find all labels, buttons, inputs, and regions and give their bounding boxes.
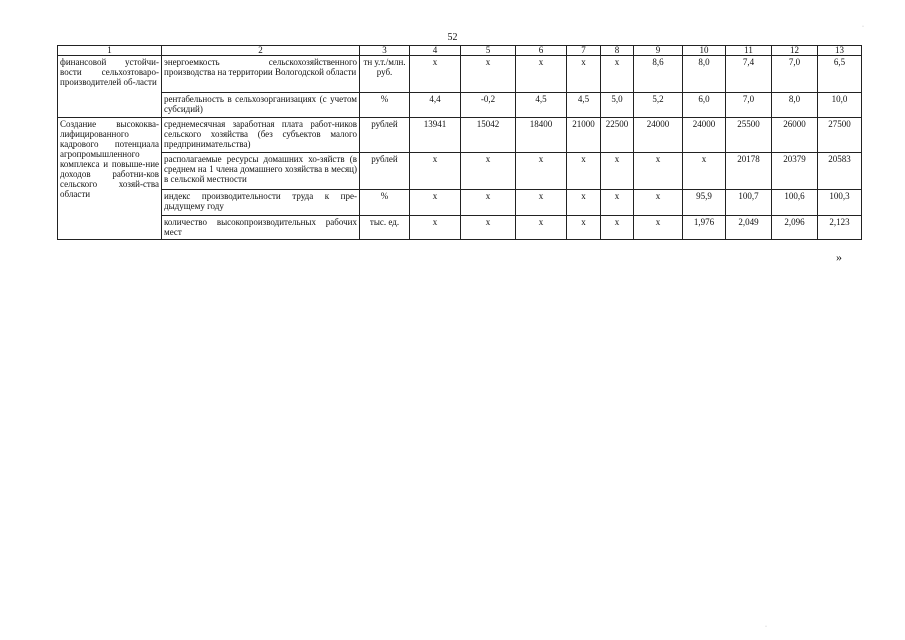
value-cell: 6,5 bbox=[818, 56, 862, 93]
indicator-cell: количество высокопроизводительных рабочих мест bbox=[162, 216, 360, 240]
header-cell: 9 bbox=[634, 46, 683, 56]
indicator-cell: энергоемкость сельскохозяйственного производства на территории Вологодской области bbox=[162, 56, 360, 93]
unit-cell: тн у.т./млн. руб. bbox=[360, 56, 410, 93]
table-row bbox=[58, 216, 862, 240]
value-cell: х bbox=[601, 190, 634, 216]
value-cell: 7,4 bbox=[726, 56, 772, 93]
value-cell: 2,049 bbox=[726, 216, 772, 240]
value-cell: 13941 bbox=[410, 118, 461, 153]
value-cell: 22500 bbox=[601, 118, 634, 153]
header-cell: 13 bbox=[818, 46, 862, 56]
value-cell: х bbox=[634, 190, 683, 216]
value-cell: 2,123 bbox=[818, 216, 862, 240]
value-cell: 8,6 bbox=[634, 56, 683, 93]
value-cell: 2,096 bbox=[772, 216, 818, 240]
value-cell: 4,5 bbox=[516, 93, 567, 118]
header-cell: 2 bbox=[162, 46, 360, 56]
table-row bbox=[58, 56, 862, 93]
value-cell: х bbox=[567, 190, 601, 216]
value-cell: х bbox=[634, 153, 683, 190]
value-cell: х bbox=[410, 190, 461, 216]
unit-cell: % bbox=[360, 93, 410, 118]
header-cell: 5 bbox=[461, 46, 516, 56]
value-cell: х bbox=[461, 190, 516, 216]
value-cell: х bbox=[516, 153, 567, 190]
table-row bbox=[58, 190, 862, 216]
value-cell: х bbox=[461, 56, 516, 93]
value-cell: х bbox=[516, 216, 567, 240]
task-cell: финансовой устойчи-вости сельхозтоваро-производителей об-ласти bbox=[58, 56, 162, 118]
closing-quote-mark: » bbox=[836, 250, 842, 264]
unit-cell: тыс. ед. bbox=[360, 216, 410, 240]
task-cell: Создание высококва-лифицированного кадрового потенциала агропромышленного комплекса и повыше-ние доходов работни-ков сельского хозяй-ства области bbox=[58, 118, 162, 240]
value-cell: х bbox=[601, 216, 634, 240]
value-cell: х bbox=[410, 56, 461, 93]
value-cell: х bbox=[601, 153, 634, 190]
header-cell: 11 bbox=[726, 46, 772, 56]
page-number: 52 bbox=[447, 32, 458, 43]
scan-mark: · bbox=[862, 24, 864, 30]
value-cell: 8,0 bbox=[683, 56, 726, 93]
header-cell: 8 bbox=[601, 46, 634, 56]
value-cell: 24000 bbox=[683, 118, 726, 153]
value-cell: х bbox=[516, 190, 567, 216]
value-cell: 100,6 bbox=[772, 190, 818, 216]
header-row bbox=[58, 46, 862, 56]
unit-cell: % bbox=[360, 190, 410, 216]
value-cell: х bbox=[634, 216, 683, 240]
value-cell: х bbox=[567, 153, 601, 190]
value-cell: х bbox=[516, 56, 567, 93]
value-cell: 24000 bbox=[634, 118, 683, 153]
value-cell: 20178 bbox=[726, 153, 772, 190]
value-cell: х bbox=[410, 153, 461, 190]
header-cell: 4 bbox=[410, 46, 461, 56]
table-row bbox=[58, 153, 862, 190]
value-cell: 15042 bbox=[461, 118, 516, 153]
unit-cell: рублей bbox=[360, 153, 410, 190]
indicator-cell: среднемесячная заработная плата работ-ников сельского хозяйства (без субъектов малого предпринимательства) bbox=[162, 118, 360, 153]
value-cell: 18400 bbox=[516, 118, 567, 153]
indicators-table bbox=[57, 45, 862, 240]
value-cell: 1,976 bbox=[683, 216, 726, 240]
value-cell: 95,9 bbox=[683, 190, 726, 216]
value-cell: х bbox=[683, 153, 726, 190]
unit-cell: рублей bbox=[360, 118, 410, 153]
header-cell: 6 bbox=[516, 46, 567, 56]
value-cell: 26000 bbox=[772, 118, 818, 153]
indicator-cell: индекс производительности труда к пре-дыдущему году bbox=[162, 190, 360, 216]
value-cell: 4,4 bbox=[410, 93, 461, 118]
value-cell: 20583 bbox=[818, 153, 862, 190]
value-cell: 100,7 bbox=[726, 190, 772, 216]
value-cell: 8,0 bbox=[772, 93, 818, 118]
value-cell: 5,0 bbox=[601, 93, 634, 118]
value-cell: х bbox=[601, 56, 634, 93]
value-cell: 27500 bbox=[818, 118, 862, 153]
value-cell: 20379 bbox=[772, 153, 818, 190]
value-cell: 6,0 bbox=[683, 93, 726, 118]
value-cell: 7,0 bbox=[726, 93, 772, 118]
value-cell: 7,0 bbox=[772, 56, 818, 93]
value-cell: 25500 bbox=[726, 118, 772, 153]
value-cell: х bbox=[461, 216, 516, 240]
indicator-cell: располагаемые ресурсы домашних хо-зяйств (в среднем на 1 члена домашнего хозяйства в месяц) в сельской местности bbox=[162, 153, 360, 190]
value-cell: 5,2 bbox=[634, 93, 683, 118]
value-cell: х bbox=[461, 153, 516, 190]
scan-mark: · bbox=[765, 624, 767, 630]
value-cell: 4,5 bbox=[567, 93, 601, 118]
value-cell: 100,3 bbox=[818, 190, 862, 216]
indicator-cell: рентабельность в сельхозорганизациях (с учетом субсидий) bbox=[162, 93, 360, 118]
value-cell: х bbox=[410, 216, 461, 240]
value-cell: -0,2 bbox=[461, 93, 516, 118]
header-cell: 7 bbox=[567, 46, 601, 56]
header-cell: 10 bbox=[683, 46, 726, 56]
value-cell: х bbox=[567, 56, 601, 93]
table-row bbox=[58, 93, 862, 118]
table-row bbox=[58, 118, 862, 153]
header-cell: 3 bbox=[360, 46, 410, 56]
header-cell: 1 bbox=[58, 46, 162, 56]
value-cell: х bbox=[567, 216, 601, 240]
value-cell: 21000 bbox=[567, 118, 601, 153]
header-cell: 12 bbox=[772, 46, 818, 56]
value-cell: 10,0 bbox=[818, 93, 862, 118]
